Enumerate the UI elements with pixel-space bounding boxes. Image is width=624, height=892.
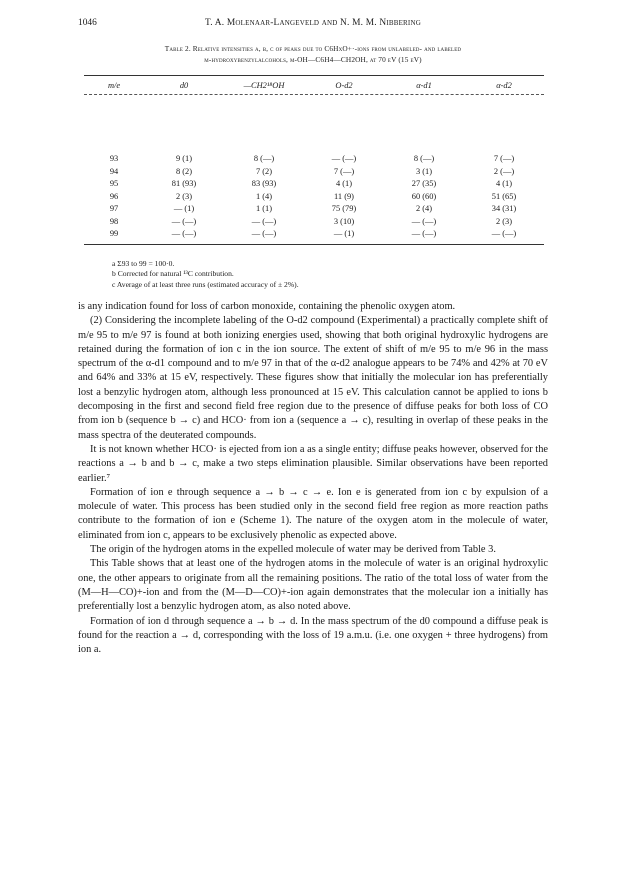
table-cell: 8 (2) xyxy=(175,166,193,176)
table-cell: 1 (1) xyxy=(255,204,273,213)
paragraph: It is not known whether HCO· is ejected from ion a as a single entity; diffuse peaks however, observed for the reactions a → b and b → c, make a two steps elimination plausible. Similar observations have been reported earlier.⁷ xyxy=(78,443,548,484)
table-row xyxy=(84,204,544,216)
page-header xyxy=(78,18,548,32)
table-cell: 1 (4) xyxy=(255,191,273,201)
table-cell: — (—) xyxy=(411,229,437,238)
table-cell: — (1) xyxy=(333,229,355,238)
table-row xyxy=(84,167,544,179)
body-text xyxy=(78,300,548,657)
table-row xyxy=(84,217,544,229)
table-row xyxy=(84,154,544,166)
table-caption-line-1: Table 2. Relative intensities a, b, c of peaks due to C6HxO+·-ions from unlabeled- and labeled xyxy=(164,44,462,53)
paragraph: is any indication found for loss of carbon monoxide, containing the phenolic oxygen atom. xyxy=(78,301,456,312)
column-header: —CH2¹⁸OH xyxy=(243,81,285,90)
footnote-c: c Average of at least three runs (estimated accuracy of ± 2%). xyxy=(112,279,299,289)
table-cell: — (—) xyxy=(171,229,197,238)
paragraph: The origin of the hydrogen atoms in the expelled molecule of water may be derived from Table 3. xyxy=(90,544,496,556)
paragraph: This Table shows that at least one of the hydrogen atoms in the molecule of water is an original hydroxylic one, the other appears to originate from all the remaining positions. The ratio of the total loss of water from the (M—H—CO)+-ion and from the (M—D—CO)+-ion again demonstrates that the molecular ion a initially has preferentially lost a benzylic hydrogen atom, as also noted above. xyxy=(78,558,548,613)
table-footnotes xyxy=(112,259,532,290)
running-head: T. A. Molenaar-Langeveld and N. M. M. Nibbering xyxy=(205,18,421,28)
table-cell: 7 (—) xyxy=(333,166,355,176)
table-caption-line-2: m-hydroxybenzylalcohols, m-OH—C6H4—CH2OH, at 70 eV (15 eV) xyxy=(204,55,422,64)
table-header-row xyxy=(84,81,544,93)
table-cell: 8 (—) xyxy=(253,154,275,163)
paragraph: (2) Considering the incomplete labeling of the O-d2 compound (Experimental) a practically complete shift of m/e 95 to m/e 97 is found at both ionizing energies used, showing that both original hydroxylic hydrogens are retained during the formation of ion c in the ion source. The extent of shift of m/e 95 to m/e 96 in the mass spectrum of the α-d1 compound and to m/e 97 in that of the α-d2 analogue appears to be 74% and 42% at 70 eV and 64% and 33% at 15 eV, respectively. These figures show that initially the molecular ion has preferentially lost a benzylic hydrogen atom, although less pronounced at 15 eV. This calculation cannot be applied to ions b decomposing in the first and second field free region due to the presence of diffuse peaks for both loss of CO from ion b (sequence b → c) and HCO· from ion a (sequence a → c), resulting in overlap of these peaks in the mass spectra of the deuterated compounds. xyxy=(78,315,548,441)
table-cell: — (1) xyxy=(173,204,195,213)
table-bottom-rule xyxy=(84,244,544,245)
page-number: 1046 xyxy=(78,18,97,28)
column-header: m/e xyxy=(107,81,121,90)
column-header: α-d2 xyxy=(496,81,512,90)
table-cell: — (—) xyxy=(251,216,277,226)
table-cell: 97 xyxy=(109,204,119,213)
table-cell: 3 (1) xyxy=(415,166,433,176)
paragraph: Formation of ion d through sequence a → b → d. In the mass spectrum of the d0 compound a diffuse peak is found for the reaction a → d, corresponding with the loss of 19 a.m.u. (i.e. one oxygen + three hydrogens) from ion a. xyxy=(78,615,548,656)
table-cell: 75 (79) xyxy=(331,204,357,213)
column-header: O-d2 xyxy=(335,81,353,90)
table-row xyxy=(84,229,544,241)
table-cell: 7 (2) xyxy=(255,166,273,176)
table-cell: 93 xyxy=(109,154,119,163)
table-cell: 2 (3) xyxy=(175,191,193,201)
table-cell: 95 xyxy=(109,179,119,188)
table-cell: 9 (1) xyxy=(175,154,193,163)
column-header: α-d1 xyxy=(416,81,432,90)
table-header-rule xyxy=(84,94,544,95)
table-cell: 96 xyxy=(109,191,119,201)
table-cell: 4 (1) xyxy=(335,179,353,188)
footnote-b: b Corrected for natural ¹³C contribution. xyxy=(112,269,234,279)
table-cell: 3 (10) xyxy=(333,216,355,226)
table-top-rule xyxy=(84,75,544,76)
table-cell: — (—) xyxy=(171,216,197,226)
paragraph: Formation of ion e through sequence a → b → c → e. Ion e is generated from ion c by expulsion of a molecule of water. This process has been studied only in the second field free region as more reaction paths contribute to the formation of ion e (Scheme 1). The nature of the oxygen atom in the molecule of water, eliminated from ion c, appears to be exclusively phenolic as expected above. xyxy=(78,486,548,541)
table-cell: 83 (93) xyxy=(251,179,277,188)
table-cell: 27 (35) xyxy=(411,179,437,188)
table-cell: 98 xyxy=(109,216,119,226)
table-cell: 2 (4) xyxy=(415,204,433,213)
table-cell: 81 (93) xyxy=(171,179,197,188)
footnote-a: a Σ93 to 99 = 100·0. xyxy=(112,259,175,268)
table-row xyxy=(84,179,544,191)
table-cell: 60 (60) xyxy=(411,191,437,201)
table-cell: — (—) xyxy=(251,229,277,238)
table-cell: — (—) xyxy=(491,229,517,238)
table-cell: 99 xyxy=(109,229,119,238)
column-header: d0 xyxy=(179,81,189,90)
table-cell: 7 (—) xyxy=(493,154,515,163)
table-cell: 11 (9) xyxy=(334,191,354,201)
table-cell: 94 xyxy=(109,166,119,176)
table-cell: 8 (—) xyxy=(413,154,435,163)
table-caption xyxy=(78,43,548,65)
table-row xyxy=(84,192,544,204)
table-cell: — (—) xyxy=(411,216,437,226)
table-cell: 51 (65) xyxy=(491,191,517,201)
table-cell: 34 (31) xyxy=(491,204,517,213)
table-cell: — (—) xyxy=(331,154,357,163)
table-cell: 2 (—) xyxy=(493,166,515,176)
table-cell: 2 (3) xyxy=(495,216,513,226)
table-cell: 4 (1) xyxy=(495,179,513,188)
